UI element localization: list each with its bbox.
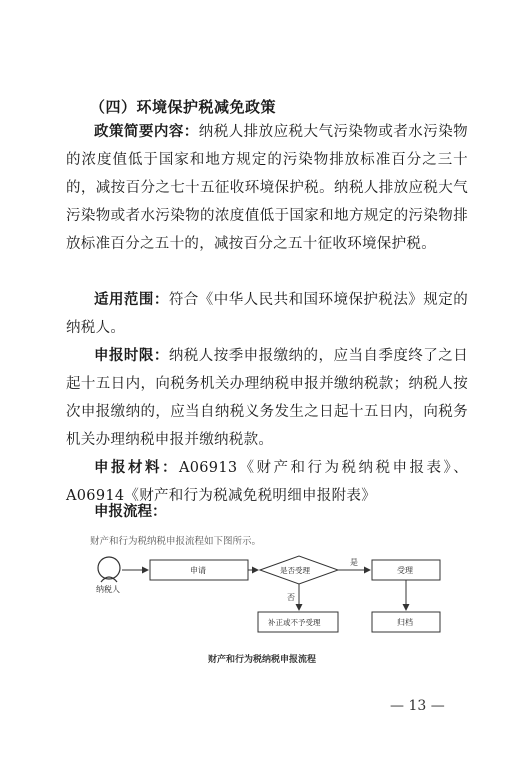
yes-label: 是	[350, 558, 358, 567]
policy-label: 政策简要内容：	[94, 123, 199, 140]
scope-paragraph	[66, 286, 468, 342]
deadline-text: 纳税人按季申报缴纳的，应当自季度终了之日起十五日内，向税务机关办理纳税申报并缴纳税款；纳税人按次申报缴纳的，应当自纳税义务发生之日起十五日内，向税务机关办理纳税申报并缴纳税款。	[66, 348, 469, 448]
apply-label: 申请	[190, 566, 206, 575]
policy-paragraph	[66, 118, 468, 258]
section-title: （四）环境保护税减免政策	[90, 98, 277, 116]
deadline-paragraph	[66, 342, 468, 454]
flow-caption: 财产和行为税纳税申报流程	[208, 654, 317, 664]
flow-label: 申报流程：	[94, 503, 167, 520]
scope-label: 适用范围：	[94, 291, 169, 308]
flowchart	[92, 552, 442, 652]
materials-text: A06913《财产和行为税纳税申报表》、A06914《财产和行为税减免税明细申报附表》	[66, 460, 468, 504]
accept-label: 受理	[397, 566, 413, 575]
policy-text: 纳税人排放应税大气污染物或者水污染物的浓度值低于国家和地方规定的污染物排放标准百分之三十的，减按百分之七十五征收环境保护税。纳税人排放应税大气污染物或者水污染物的浓度值低于国家和地方规定的污染物排放标准百分之五十的，减按百分之五十征收环境保护税。	[66, 124, 468, 252]
correct-label: 补正或不予受理	[268, 618, 321, 627]
archive-label: 归档	[397, 618, 413, 627]
scope-text: 符合《中华人民共和国环境保护税法》规定的纳税人。	[66, 292, 469, 336]
taxpayer-person-icon	[98, 557, 120, 582]
flow-intro: 财产和行为税纳税申报流程如下图所示。	[90, 536, 262, 547]
materials-label: 申报材料：	[94, 459, 179, 476]
page-number: — 13 —	[390, 698, 445, 714]
taxpayer-label: 纳税人	[96, 585, 120, 594]
no-label: 否	[287, 593, 295, 602]
decision-label: 是否受理	[280, 566, 310, 575]
deadline-label: 申报时限：	[94, 347, 169, 364]
